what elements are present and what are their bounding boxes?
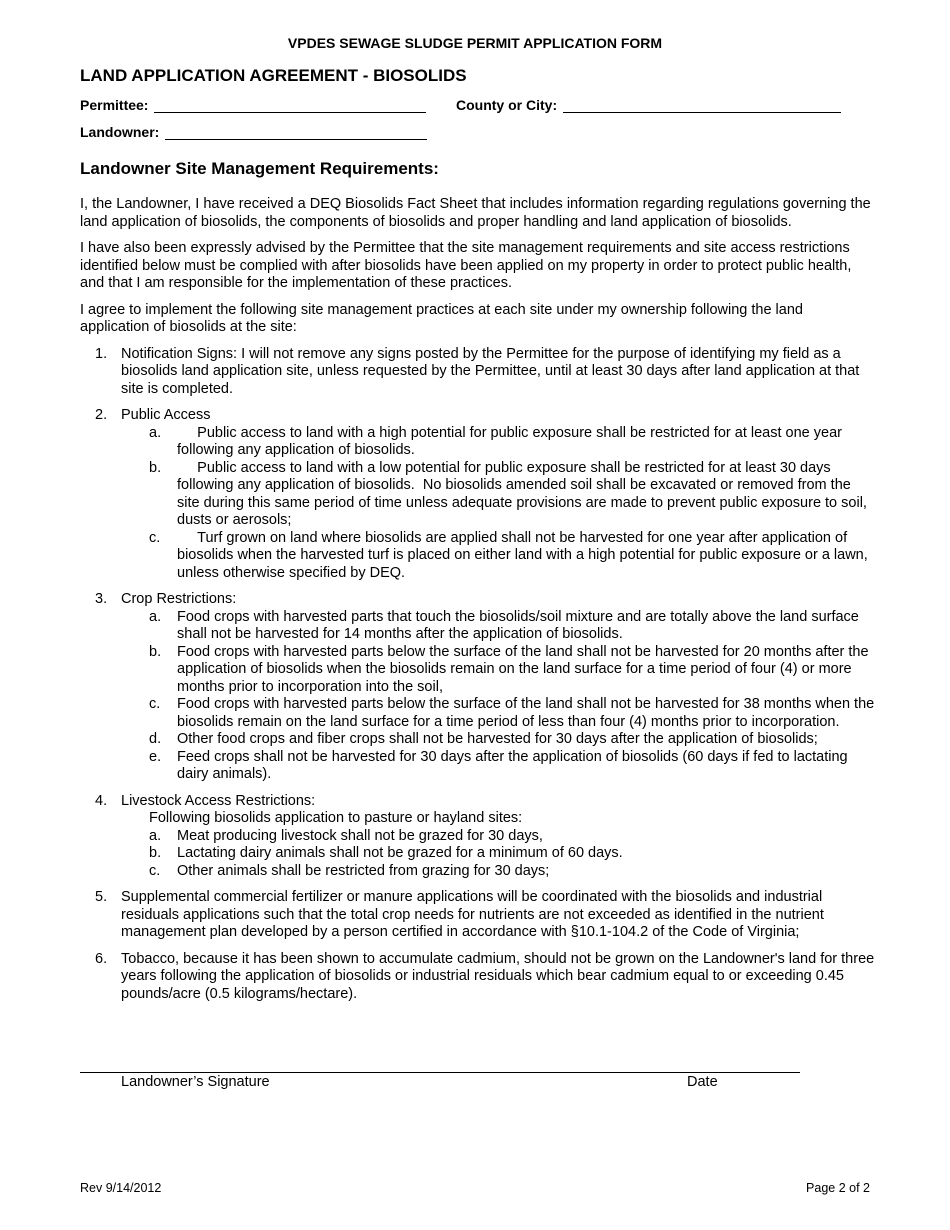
list-item (80, 591, 875, 784)
intro-paragraph: I agree to implement the following site management practices at each site under my ownership following the land application of biosolids at the site: (80, 301, 803, 335)
item-text: Tobacco, because it has been shown to accumulate cadmium, should not be grown on the Landowner's land for three years following the application of biosolids or industrial residuals which bear cadmium equal to or exceeding 0.45 pounds/acre (0.5 kilograms/hectare). (121, 950, 875, 1002)
list-item (80, 889, 875, 942)
signature-line[interactable] (80, 1072, 800, 1073)
county-row (456, 97, 841, 113)
landowner-label: Landowner: (80, 124, 160, 140)
permittee-row (80, 97, 426, 113)
sub-text: Other food crops and fiber crops shall not be harvested for 30 days after the application of biosolids; (177, 731, 818, 747)
item-text: Livestock Access Restrictions: (121, 792, 316, 809)
item-number: 3. (95, 591, 108, 607)
sub-list (121, 828, 875, 881)
page-number: Page 2 of 2 (806, 1181, 870, 1195)
sub-letter: c. (149, 529, 161, 546)
sub-letter: b. (149, 845, 162, 861)
requirements-heading: Landowner Site Management Requirements: (80, 159, 439, 178)
sub-text: Food crops with harvested parts that touch the biosolids/soil mixture and are totally above the land surface shall not be harvested for 14 months after the application of biosolids. (177, 608, 859, 642)
sub-letter: d. (149, 731, 162, 747)
sub-lead: Following biosolids application to pasture or hayland sites: (149, 810, 523, 826)
county-field[interactable] (563, 98, 841, 113)
item-number: 5. (95, 889, 108, 905)
sub-text: Public access to land with a high potential for public exposure shall be restricted for at least one year following any application of biosolids. (177, 424, 846, 458)
sub-text: Public access to land with a low potential for public exposure shall be restricted for at least 30 days following any application of biosolids. No biosolids amended soil shall be excavated or removed from the site during this same period of time unless adequate provisions are made to prevent public exposure to soil, dusts or aerosols; (177, 459, 871, 528)
sub-item (149, 696, 875, 731)
list-item (80, 793, 875, 881)
sub-item (149, 828, 875, 846)
county-label: County or City: (456, 97, 558, 113)
sub-letter: c. (149, 696, 161, 712)
sub-letter: a. (149, 424, 162, 441)
sub-item (149, 425, 875, 460)
document-body (80, 196, 875, 1012)
sub-letter: a. (149, 827, 162, 844)
sub-item (149, 609, 875, 644)
item-text: Crop Restrictions: (121, 591, 237, 607)
signature-label: Landowner’s Signature (121, 1074, 270, 1090)
sub-text: Lactating dairy animals shall not be grazed for a minimum of 60 days. (177, 845, 623, 861)
sub-item (149, 749, 875, 784)
list-item (80, 951, 875, 1004)
sub-item (149, 845, 875, 863)
landowner-field[interactable] (165, 125, 427, 140)
section-title: LAND APPLICATION AGREEMENT - BIOSOLIDS (80, 66, 467, 85)
sub-item (149, 731, 875, 749)
item-text: Public Access (121, 407, 211, 423)
intro-paragraph: I, the Landowner, I have received a DEQ Biosolids Fact Sheet that includes information regarding regulations governing the land application of biosolids, the components of biosolids and proper handling and land application of biosolids. (80, 196, 871, 230)
sub-list (121, 425, 875, 583)
permittee-field[interactable] (154, 98, 426, 113)
sub-text: Food crops with harvested parts below the surface of the land shall not be harvested for 38 months when the biosolids remain on the land surface for a time period of less than four (4) months prior to incorporation. (177, 696, 875, 730)
sub-letter: b. (149, 459, 162, 476)
sub-item (149, 530, 875, 583)
sub-item (149, 644, 875, 697)
sub-text: Other animals shall be restricted from grazing for 30 days; (177, 862, 550, 879)
date-label: Date (687, 1074, 718, 1090)
sub-letter: e. (149, 748, 162, 765)
sub-list (121, 609, 875, 784)
revision-footer: Rev 9/14/2012 (80, 1181, 162, 1195)
sub-item (149, 863, 875, 881)
sub-text: Food crops with harvested parts below the surface of the land shall not be harvested for 20 months after the application of biosolids when the biosolids remain on the land surface for a time period of four (4) or more months prior to incorporation into the soil, (177, 643, 869, 695)
sub-text: Feed crops shall not be harvested for 30 days after the application of biosolids (60 days if fed to lactating dairy animals). (177, 748, 848, 782)
sub-text: Meat producing livestock shall not be grazed for 30 days, (177, 827, 543, 844)
sub-text: Turf grown on land where biosolids are applied shall not be harvested for one year after application of biosolids when the harvested turf is placed on either land with a high potential for public exposure or a lawn, unless otherwise specified by DEQ. (177, 529, 872, 581)
sub-item (149, 460, 875, 530)
intro-paragraph: I have also been expressly advised by the Permittee that the site management requirements and site access restrictions identified below must be complied with after biosolids have been applied on my property in order to protect public health, and that I am responsible for the implementation of these practices. (80, 240, 852, 291)
item-number: 6. (95, 950, 108, 967)
sub-letter: a. (149, 608, 162, 625)
landowner-row (80, 124, 427, 140)
item-number: 1. (95, 345, 108, 362)
item-text: Supplemental commercial fertilizer or manure applications will be coordinated with the biosolids and industrial residuals applications such that the total crop needs for nutrients are not exceeded as identified in the nutrient management plan developed by a person certified in accordance with §10.1-104.2 of the Code of Virginia; (121, 889, 824, 940)
item-text: Notification Signs: I will not remove any signs posted by the Permittee for the purpose of identifying my field as a biosolids land application site, unless requested by the Permittee, until at least 30 days after land application at that site is completed. (121, 345, 860, 397)
sub-letter: b. (149, 643, 162, 660)
sub-letter: c. (149, 862, 161, 879)
list-item (80, 407, 875, 582)
item-number: 4. (95, 792, 108, 809)
form-title: VPDES SEWAGE SLUDGE PERMIT APPLICATION FORM (287, 35, 663, 51)
permittee-label: Permittee: (80, 97, 149, 113)
item-number: 2. (95, 407, 108, 423)
requirements-list (80, 346, 875, 1004)
list-item (80, 346, 875, 399)
